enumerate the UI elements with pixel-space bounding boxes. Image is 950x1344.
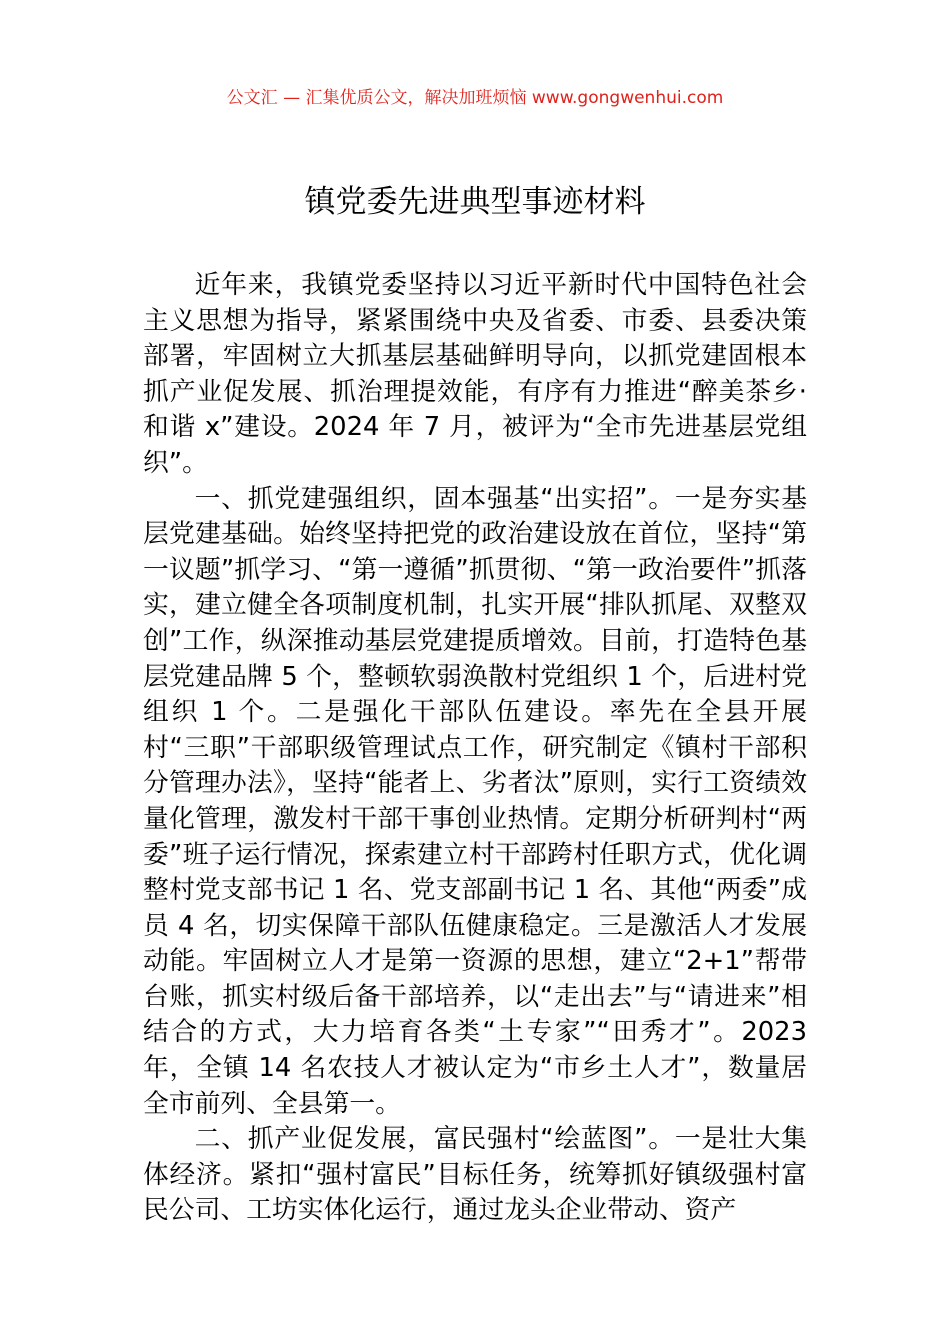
- paragraph-intro: 近年来，我镇党委坚持以习近平新时代中国特色社会主义思想为指导，紧紧围绕中央及省委、市委、县委决策部署，牢固树立大抓基层基础鲜明导向，以抓党建固根本抓产业促发展、抓治理提效能，有序有力推进“醉美茶乡·和谐 x”建设。2024 年 7 月，被评为“全市先进基层党组织”。: [143, 270, 807, 478]
- document-title: 镇党委先进典型事迹材料: [304, 184, 646, 220]
- paragraph-section-2: 二、抓产业促发展，富民强村“绘蓝图”。一是壮大集体经济。紧扣“强村富民”目标任务，统筹抓好镇级强村富民公司、工坊实体化运行，通过龙头企业带动、资产: [143, 1124, 807, 1226]
- paragraph-section-1: 一、抓党建强组织，固本强基“出实招”。一是夯实基层党建基础。始终坚持把党的政治建设放在首位，坚持“第一议题”抓学习、“第一遵循”抓贯彻、“第一政治要件”抓落实，建立健全各项制度机制，扎实开展“排队抓尾、双整双创”工作，纵深推动基层党建提质增效。目前，打造特色基层党建品牌 5 个，整顿软弱涣散村党组织 1 个，后进村党组织 1 个。二是强化干部队伍建设。率先在全县开展村“三职”干部职级管理试点工作，研究制定《镇村干部积分管理办法》，坚持“能者上、劣者汰”原则，实行工资绩效量化管理，激发村干部干事创业热情。定期分析研判村“两委”班子运行情况，探索建立村干部跨村任职方式，优化调整村党支部书记 1 名、党支部副书记 1 名、其他“两委”成员 4 名，切实保障干部队伍健康稳定。三是激活人才发展动能。牢固树立人才是第一资源的思想，建立“2+1”帮带台账，抓实村级后备干部培养，以“走出去”与“请进来”相结合的方式，大力培育各类“土专家”“田秀才”。2023 年，全镇 14 名农技人才被认定为“市乡土人才”，数量居全市前列、全县第一。: [143, 483, 807, 1119]
- document-body: [143, 268, 807, 1229]
- header-banner: 公文汇 — 汇集优质公文，解决加班烦恼 www.gongwenhui.com: [226, 88, 724, 108]
